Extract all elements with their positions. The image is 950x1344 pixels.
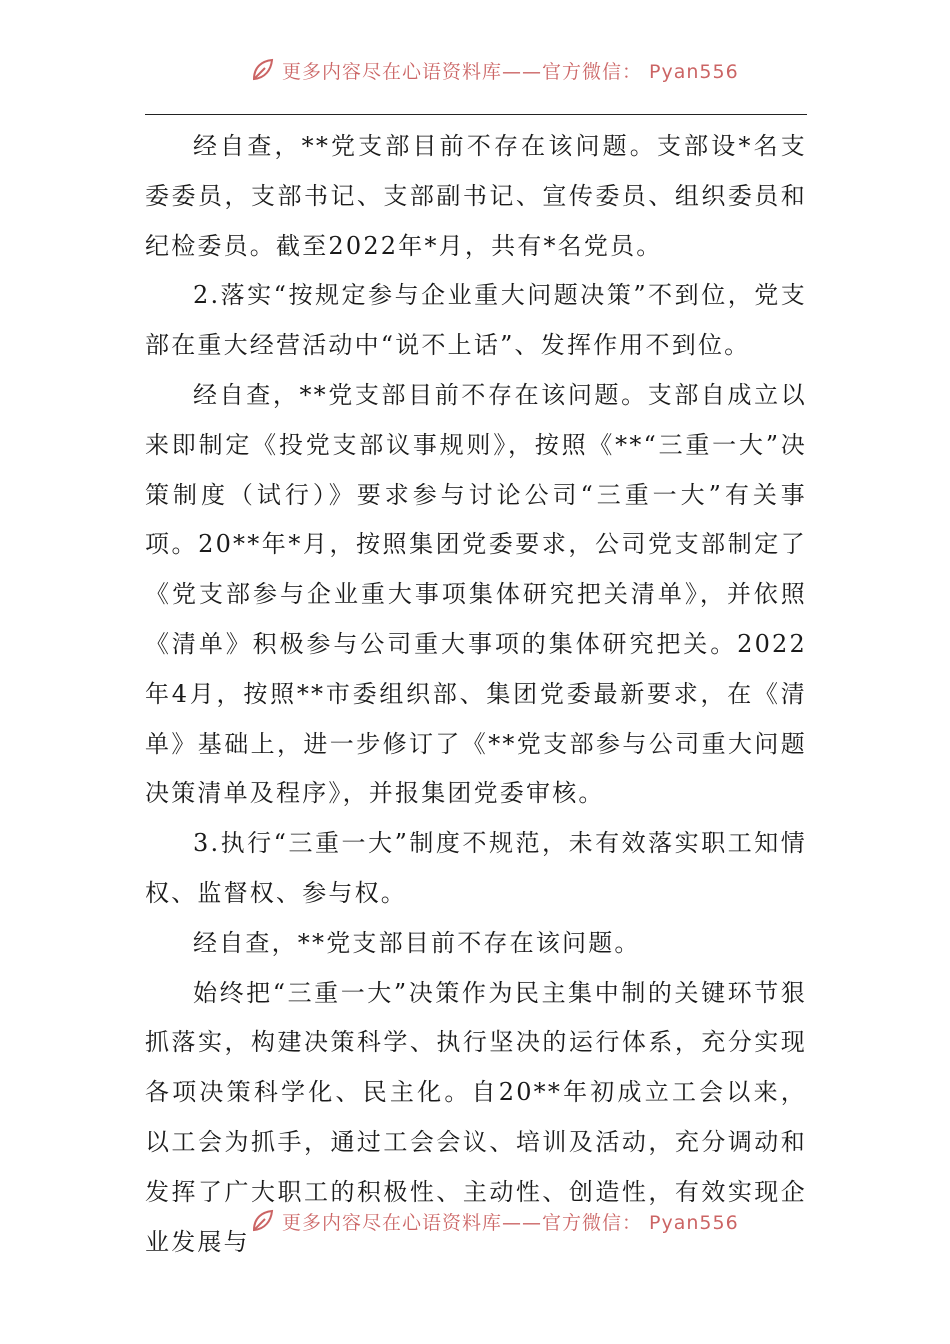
paragraph-1: 经自查，**党支部目前不存在该问题。支部设*名支委委员，支部书记、支部副书记、宣传委员、组织委员和纪检委员。截至2022年*月，共有*名党员。: [145, 132, 807, 260]
paragraph-5: 经自查，**党支部目前不存在该问题。: [193, 928, 641, 957]
paragraph-2: 2.落实“按规定参与企业重大问题决策”不到位，党支部在重大经营活动中“说不上话”、发挥作用不到位。: [145, 281, 807, 360]
watermark-text: 更多内容尽在心语资料库——官方微信： Pyan556: [282, 60, 739, 83]
header-watermark: [250, 55, 739, 85]
watermark-text: 更多内容尽在心语资料库——官方微信： Pyan556: [282, 1211, 739, 1234]
document-body: [145, 122, 807, 1267]
paragraph-4: 3.执行“三重一大”制度不规范，未有效落实职工知情权、监督权、参与权。: [145, 829, 807, 907]
leaf-logo-icon: [250, 1208, 276, 1234]
paragraph-6: 始终把“三重一大”决策作为民主集中制的关键环节狠抓落实，构建决策科学、执行坚决的运行体系，充分实现各项决策科学化、民主化。自20**年初成立工会以来，以工会为抓手，通过工会会议、培训及活动，充分调动和发挥了广大职工的积极性、主动性、创造性，有效实现企业发展与: [145, 978, 807, 1256]
footer-watermark: [250, 1206, 739, 1236]
header-divider: [145, 114, 807, 115]
paragraph-3: 经自查，**党支部目前不存在该问题。支部自成立以来即制定《投党支部议事规则》，按照《**“三重一大”决策制度（试行）》要求参与讨论公司“三重一大”有关事项。20**年*月，按照集团党委要求，公司党支部制定了《党支部参与企业重大事项集体研究把关清单》，并依照《清单》积极参与公司重大事项的集体研究把关。2022年4月，按照**市委组织部、集团党委最新要求，在《清单》基础上，进一步修订了《**党支部参与公司重大问题决策清单及程序》，并报集团党委审核。: [145, 380, 807, 808]
leaf-logo-icon: [250, 57, 276, 83]
